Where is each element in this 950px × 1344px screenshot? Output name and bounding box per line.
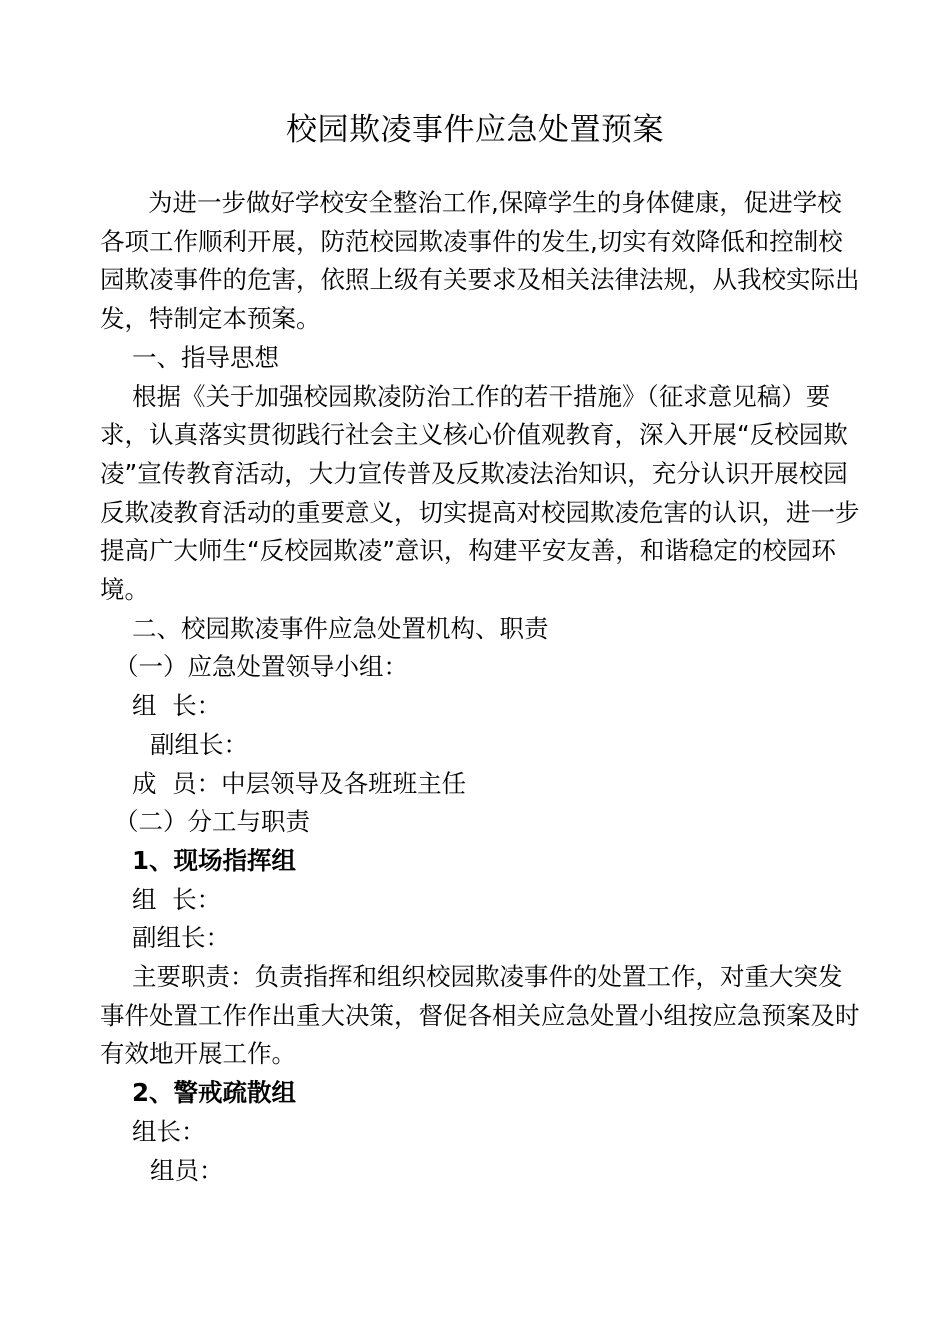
group2-members: 组员： [150, 1155, 224, 1185]
intro-paragraph: 为进一步做好学校安全整治工作,保障学生的身体健康，促进学校各项工作顺利开展，防范校园欺凌事件的发生,切实有效降低和控制校园欺凌事件的危害，依照上级有关要求及相关法律法规，从我校实际出发，特制定本预案。 [100, 188, 860, 334]
group1-leader: 组 长： [132, 884, 222, 914]
group1-deputy: 副组长： [132, 923, 230, 953]
document-body [100, 184, 860, 1190]
sub1-deputy: 副组长： [150, 729, 248, 759]
group2-leader: 组长： [132, 1116, 206, 1146]
section2-heading: 二、校园欺凌事件应急处置机构、职责 [132, 613, 549, 643]
sub1-leader: 组 长： [132, 691, 222, 721]
sub2-heading: （二）分工与职责 [114, 807, 310, 837]
group1-heading: 1、现场指挥组 [132, 845, 297, 875]
sub1-members: 成 员：中层领导及各班班主任 [132, 768, 467, 798]
group2-heading: 2、警戒疏散组 [132, 1078, 297, 1108]
sub1-heading: （一）应急处置领导小组： [114, 652, 408, 682]
section1-body: 根据《关于加强校园欺凌防治工作的若干措施》（征求意见稿）要求，认真落实贯彻践行社会主义核心价值观教育，深入开展“反校园欺凌”宣传教育活动，大力宣传普及反欺凌法治知识，充分认识开展校园反欺凌教育活动的重要意义，切实提高对校园欺凌危害的认识，进一步提高广大师生“反校园欺凌”意识，构建平安友善，和谐稳定的校园环境。 [100, 381, 860, 605]
section1-heading: 一、指导思想 [132, 342, 279, 372]
document-title: 校园欺凌事件应急处置预案 [286, 112, 664, 148]
group1-duty: 主要职责：负责指挥和组织校园欺凌事件的处置工作，对重大突发事件处置工作作出重大决策，督促各相关应急处置小组按应急预案及时有效地开展工作。 [100, 962, 860, 1069]
